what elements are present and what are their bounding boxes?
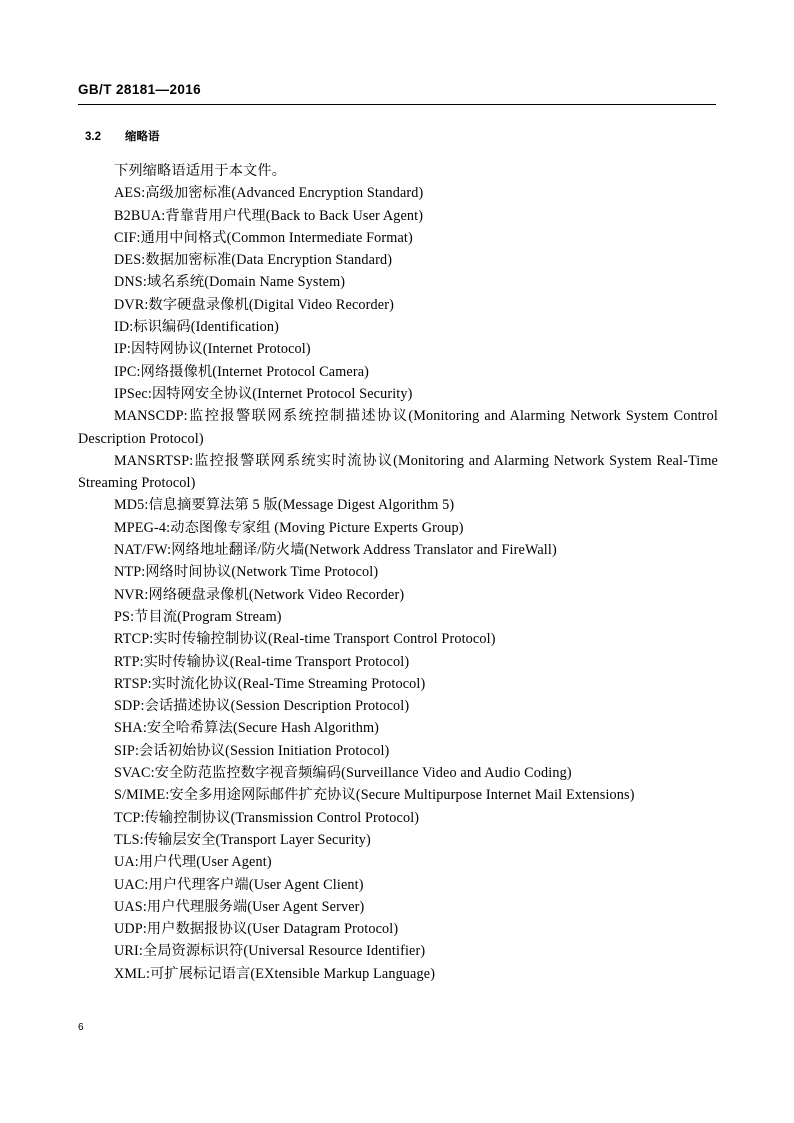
abbreviation-entry: URI:全局资源标识符(Universal Resource Identifier): [114, 943, 426, 960]
abbreviation-entry: NVR:网络硬盘录像机(Network Video Recorder): [114, 586, 405, 603]
abbreviation-entry: UDP:用户数据报协议(User Datagram Protocol): [114, 921, 399, 938]
abbreviation-entry: S/MIME:安全多用途网际邮件扩充协议(Secure Multipurpose Internet Mail Extensions): [114, 787, 635, 804]
abbreviation-entry: TLS:传输层安全(Transport Layer Security): [114, 831, 371, 848]
page-number: 6: [78, 1022, 84, 1033]
intro-paragraph: 下列缩略语适用于本文件。: [114, 163, 287, 179]
abbreviation-entry: NAT/FW:网络地址翻译/防火墙(Network Address Translator and FireWall): [114, 542, 557, 559]
abbreviation-entry: RTSP:实时流化协议(Real-Time Streaming Protocol): [114, 675, 426, 692]
section-title: 缩略语: [125, 131, 160, 143]
abbreviation-entry: B2BUA:背靠背用户代理(Back to Back User Agent): [114, 207, 424, 224]
abbreviation-entry: DNS:域名系统(Domain Name System): [114, 274, 346, 291]
abbreviation-entry: AES:高级加密标准(Advanced Encryption Standard): [114, 185, 424, 202]
abbreviation-entry: IP:因特网协议(Internet Protocol): [114, 341, 311, 358]
abbreviation-entry: PS:节目流(Program Stream): [114, 608, 282, 625]
abbreviation-entry: ID:标识编码(Identification): [114, 319, 279, 336]
abbreviation-entry: XML:可扩展标记语言(EXtensible Markup Language): [114, 965, 436, 982]
abbreviation-entry: TCP:传输控制协议(Transmission Control Protocol): [114, 809, 420, 826]
section-number: 3.2: [85, 131, 101, 143]
abbreviation-entry: RTP:实时传输协议(Real-time Transport Protocol): [114, 653, 410, 670]
abbreviation-entry: DES:数据加密标准(Data Encryption Standard): [114, 252, 393, 269]
abbreviation-entry: UA:用户代理(User Agent): [114, 854, 272, 871]
abbreviation-entry: MPEG-4:动态图像专家组 (Moving Picture Experts Group): [114, 519, 464, 536]
section-heading: [85, 128, 160, 144]
page-header-standard-code: GB/T 28181—2016: [78, 82, 202, 97]
abbreviation-entry: MANSRTSP:监控报警联网系统实时流协议(Monitoring and Alarming Network System Real-Time Streaming Protocol): [78, 452, 718, 492]
abbreviation-entry: RTCP:实时传输控制协议(Real-time Transport Control Protocol): [114, 631, 496, 648]
abbreviation-entry: UAS:用户代理服务端(User Agent Server): [114, 898, 365, 915]
abbreviation-entry: CIF:通用中间格式(Common Intermediate Format): [114, 229, 413, 246]
abbreviation-entry: SIP:会话初始协议(Session Initiation Protocol): [114, 742, 390, 759]
abbreviation-entry: IPC:网络摄像机(Internet Protocol Camera): [114, 363, 370, 380]
abbreviation-entry: IPSec:因特网安全协议(Internet Protocol Security): [114, 385, 413, 402]
header-divider: [78, 104, 716, 105]
abbreviation-entry: SVAC:安全防范监控数字视音频编码(Surveillance Video and Audio Coding): [114, 765, 572, 782]
abbreviation-entry: DVR:数字硬盘录像机(Digital Video Recorder): [114, 296, 394, 313]
abbreviation-entry: NTP:网络时间协议(Network Time Protocol): [114, 564, 379, 581]
abbreviation-entry: SHA:安全哈希算法(Secure Hash Algorithm): [114, 720, 380, 737]
abbreviation-entry: SDP:会话描述协议(Session Description Protocol): [114, 698, 410, 715]
section-body: [78, 160, 718, 985]
abbreviation-entry: MD5:信息摘要算法第 5 版(Message Digest Algorithm 5): [114, 497, 455, 514]
abbreviation-entry: MANSCDP:监控报警联网系统控制描述协议(Monitoring and Alarming Network System Control Description Protocol): [78, 408, 718, 447]
abbreviation-entry: UAC:用户代理客户端(User Agent Client): [114, 876, 364, 893]
